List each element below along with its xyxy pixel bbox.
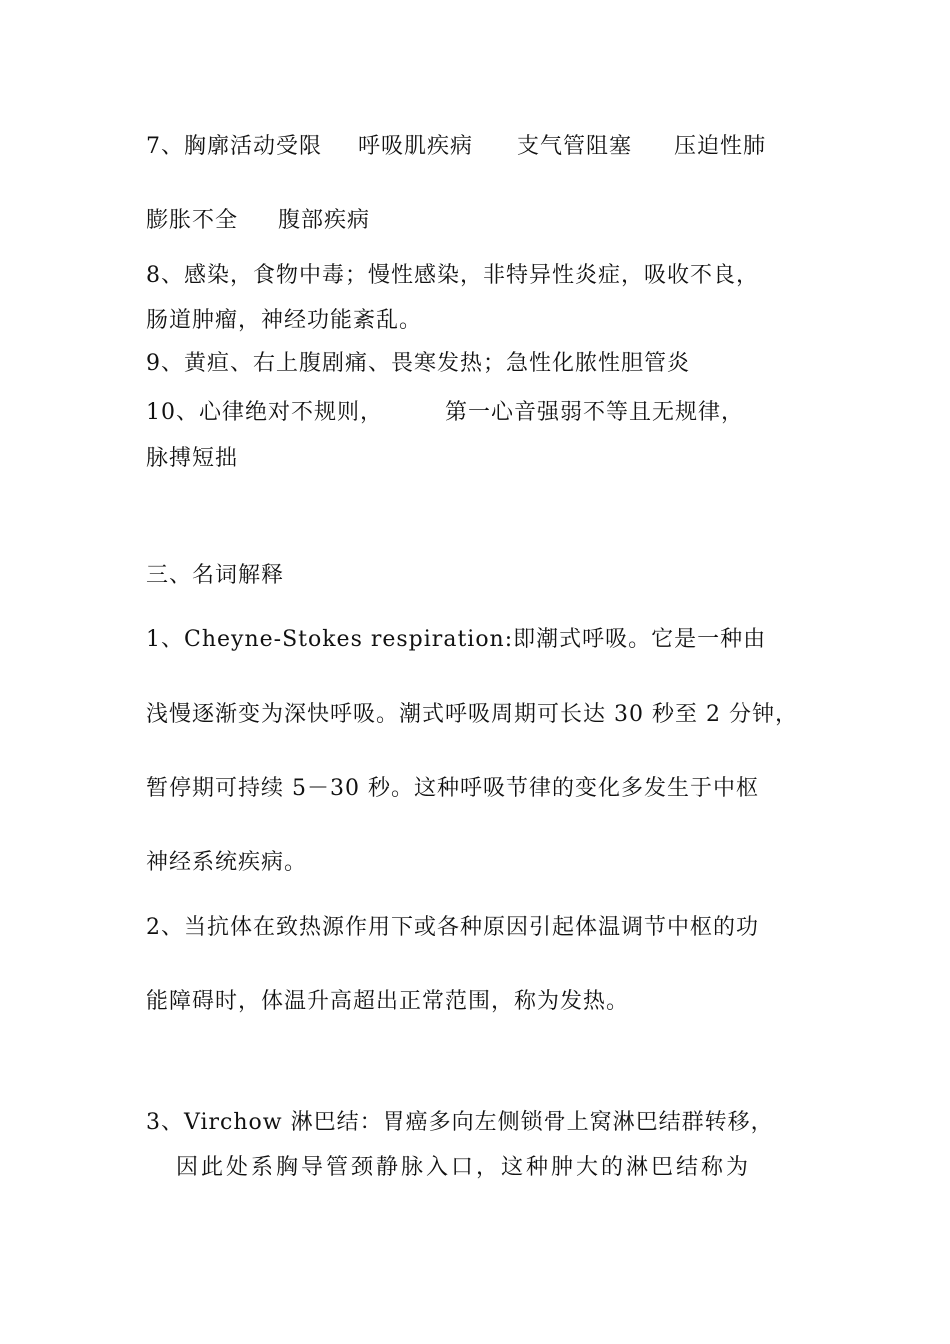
- answer-7-part-3: 支气管阻塞: [517, 134, 633, 159]
- term-1-line-3: 暂停期可持续 5－30 秒。这种呼吸节律的变化多发生于中枢: [146, 776, 759, 801]
- answer-10-part-2: 第一心音强弱不等且无规律，: [445, 400, 745, 425]
- answer-10-line-1: [146, 398, 744, 428]
- term-1-line-4: 神经系统疾病。: [146, 850, 308, 875]
- answer-8-line-1: 8、感染，食物中毒；慢性感染，非特异性炎症，吸收不良，: [146, 263, 759, 288]
- answer-10-part-1: 10、心律绝对不规则，: [146, 400, 383, 425]
- term-1-line-2: 浅慢逐渐变为深快呼吸。潮式呼吸周期可长达 30 秒至 2 分钟，: [146, 702, 798, 727]
- answer-7-line2-part-2: 腹部疾病: [278, 208, 371, 233]
- term-3-line-1: 3、Virchow 淋巴结：胃癌多向左侧锁骨上窝淋巴结群转移，: [146, 1110, 774, 1135]
- answer-9-line-1: 9、黄疸、右上腹剧痛、畏寒发热；急性化脓性胆管炎: [146, 351, 690, 376]
- answer-7-number: 7、: [146, 134, 184, 159]
- term-2-line-2: 能障碍时，体温升高超出正常范围，称为发热。: [146, 989, 630, 1014]
- term-2-line-1: 2、当抗体在致热源作用下或各种原因引起体温调节中枢的功: [146, 915, 759, 940]
- section-3-heading: 三、名词解释: [146, 563, 285, 588]
- answer-7-part-4: 压迫性肺: [674, 134, 767, 159]
- answer-7-line-2: [146, 206, 370, 236]
- term-1-line-1: 1、Cheyne-Stokes respiration:即潮式呼吸。它是一种由: [146, 627, 767, 652]
- answer-10-line-2: 脉搏短拙: [146, 446, 239, 471]
- answer-7-line-1: [146, 132, 766, 162]
- term-3-line-2: 因此处系胸导管颈静脉入口，这种肿大的淋巴结称为: [176, 1155, 752, 1180]
- answer-7-line2-part-1: 膨胀不全: [146, 208, 239, 233]
- answer-7-part-2: 呼吸肌疾病: [358, 134, 474, 159]
- answer-8-line-2: 肠道肿瘤，神经功能紊乱。: [146, 308, 423, 333]
- answer-7-part-1: 胸廓活动受限: [184, 134, 323, 159]
